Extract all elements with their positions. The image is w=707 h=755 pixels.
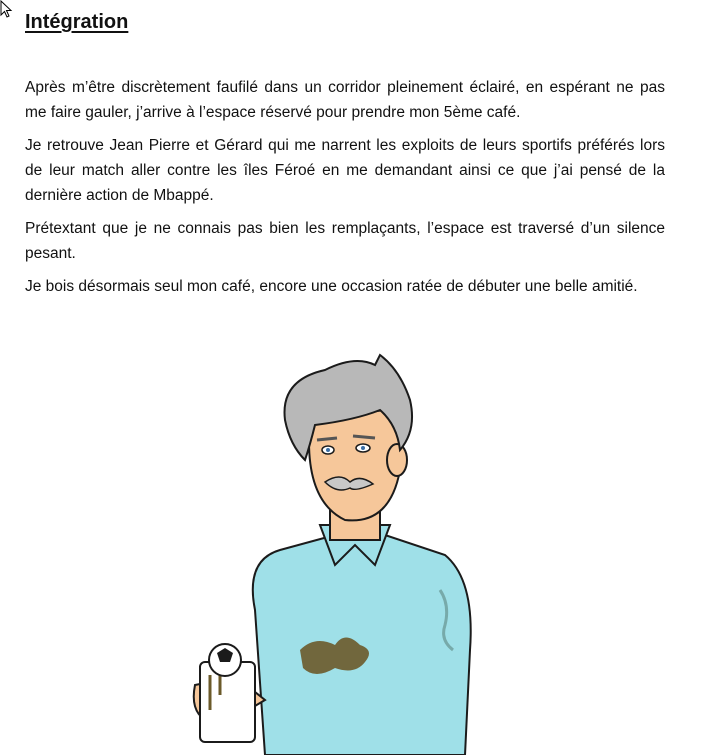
ear: [387, 444, 407, 476]
shirt: [253, 535, 471, 755]
page-title: Intégration: [25, 11, 129, 33]
document-page: [25, 8, 665, 299]
paragraph-3: Prétextant que je ne connais pas bien les remplaçants, l’espace est traversé d’un silence pesant.: [25, 220, 665, 262]
paragraph-1: Après m’être discrètement faufilé dans un corridor pleinement éclairé, en espérant ne pas me faire gauler, j’arrive à l’espace réservé pour prendre mon 5ème café.: [25, 79, 665, 121]
illustration-man-with-coffee: [185, 350, 485, 755]
paragraph-4: Je bois désormais seul mon café, encore une occasion ratée de débuter une belle amitié.: [25, 278, 638, 295]
paragraph-2: Je retrouve Jean Pierre et Gérard qui me narrent les exploits de leurs sportifs préférés lors de leur match aller contre les îles Féroé en me demandant ainsi ce que j’ai pensé de la dernière action de Mbappé.: [25, 137, 665, 204]
mouse-cursor-icon: [0, 0, 14, 20]
